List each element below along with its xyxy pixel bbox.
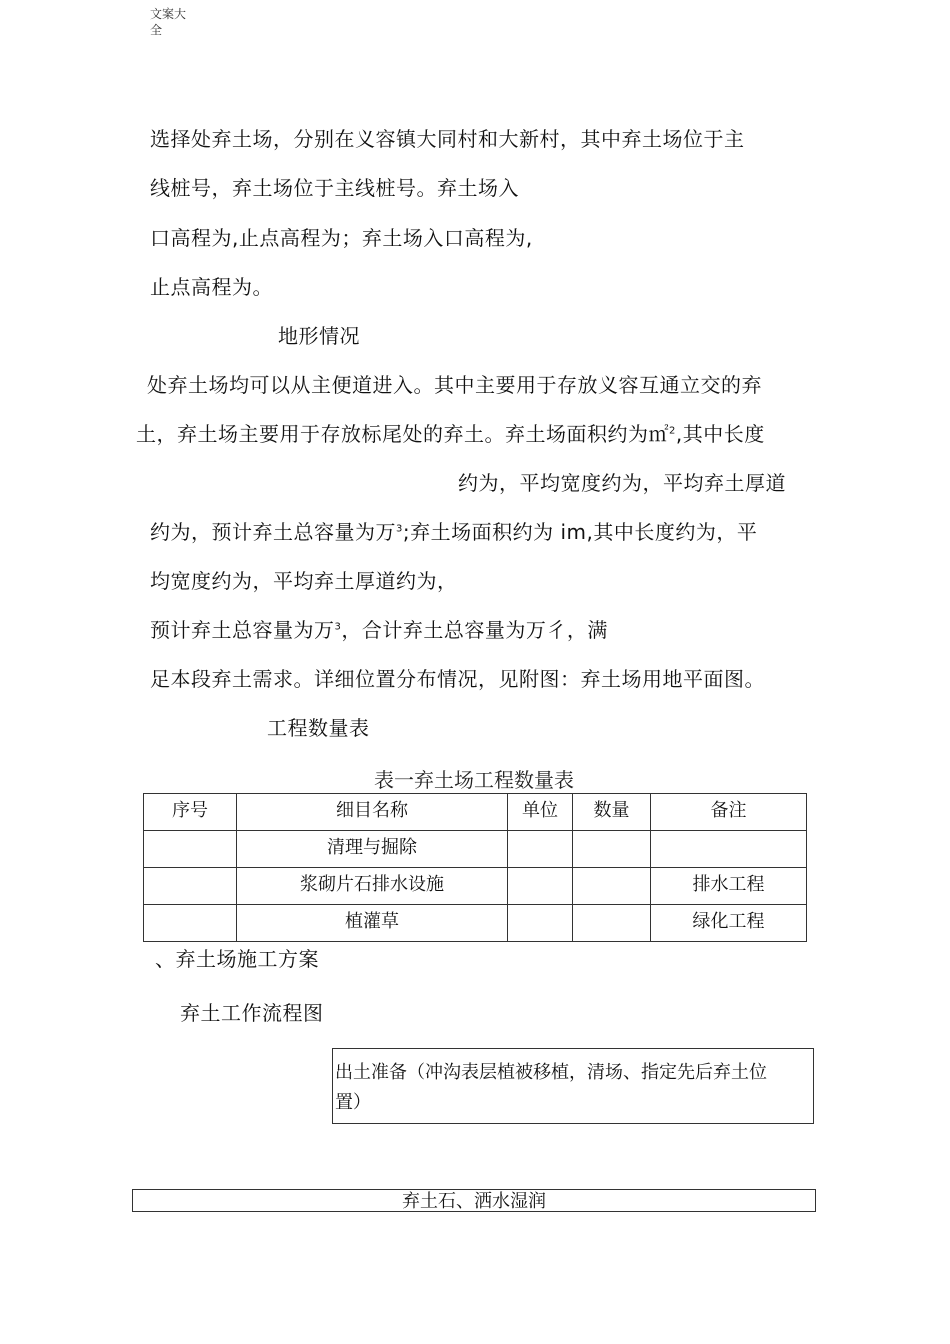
table-row <box>144 905 807 942</box>
flow-step-1-line-2: 置） <box>335 1092 371 1113</box>
para2-line-6b: ，合计弃土总容量为万彳，满 <box>341 618 608 642</box>
table-row <box>144 831 807 868</box>
para1-line-1: 选择处弃土场，分别在义容镇大同村和大新村，其中弃土场位于主 <box>150 127 745 151</box>
header-line-1: 文案大 <box>150 7 187 21</box>
table-cell: 浆砌片石排水设施 <box>237 868 508 905</box>
para2-line-2 <box>136 420 765 448</box>
heading-flowchart: 弃土工作流程图 <box>180 1001 324 1025</box>
heading-terrain: 地形情况 <box>278 324 360 348</box>
header-line-2: 全 <box>150 23 163 37</box>
para2-line-5: 均宽度约为，平均弃土厚道约为， <box>150 569 458 593</box>
para2-line-1: 处弃土场均可以从主便道进入。其中主要用于存放义容互通立交的弃 <box>147 373 762 397</box>
table-cell: 绿化工程 <box>651 905 807 942</box>
para2-line-2b: ,其中长度 <box>675 422 765 446</box>
para2-line-4a: 约为，预计弃土总容量为万 <box>150 520 396 544</box>
table-cell: 清理与掘除 <box>237 831 508 868</box>
col-header-item: 细目名称 <box>237 794 508 831</box>
table-row <box>144 868 807 905</box>
para1-line-3: 口高程为,止点高程为；弃土场入口高程为, <box>150 226 533 250</box>
col-header-unit: 单位 <box>508 794 573 831</box>
col-header-qty: 数量 <box>573 794 651 831</box>
table-cell <box>144 831 237 868</box>
table-cell <box>573 868 651 905</box>
superscript-2: 2 <box>669 425 676 437</box>
table-cell <box>573 831 651 868</box>
table-cell: 排水工程 <box>651 868 807 905</box>
para2-line-3: 约为，平均宽度约为，平均弃土厚道 <box>458 471 786 495</box>
table-cell <box>144 905 237 942</box>
para2-line-7: 足本段弃土需求。详细位置分布情况，见附图：弃土场用地平面图。 <box>150 667 765 691</box>
para2-line-4b: ;弃土场面积约为 im,其中长度约为，平 <box>402 520 758 544</box>
col-header-remark: 备注 <box>651 794 807 831</box>
para2-line-6a: 预计弃土总容量为万 <box>150 618 335 642</box>
para2-line-4 <box>150 518 757 546</box>
table-cell <box>508 905 573 942</box>
flow-step-2: 弃土石、洒水湿润 <box>132 1189 816 1212</box>
col-header-index: 序号 <box>144 794 237 831</box>
superscript-3a: 3 <box>396 523 403 535</box>
table-cell <box>573 905 651 942</box>
para2-line-6 <box>150 616 608 644</box>
flow-step-1-line-1: 出土准备（冲沟表层植被移植，清场、指定先后弃土位 <box>335 1062 767 1083</box>
quantity-table <box>143 793 807 942</box>
table-cell <box>144 868 237 905</box>
table-cell: 植灌草 <box>237 905 508 942</box>
heading-quantity: 工程数量表 <box>267 716 370 740</box>
table-cell <box>508 831 573 868</box>
para2-line-2a: 土，弃土场主要用于存放标尾处的弃土。弃土场面积约为㎡ <box>136 422 669 446</box>
table-cell <box>508 868 573 905</box>
table-caption: 表一弃土场工程数量表 <box>374 768 574 792</box>
superscript-3b: 3 <box>334 621 342 633</box>
section-construction-plan: 、弃土场施工方案 <box>155 947 319 971</box>
flow-step-1 <box>332 1048 814 1124</box>
para1-line-2: 线桩号，弃土场位于主线桩号。弃土场入 <box>150 176 519 200</box>
table-header-row <box>144 794 807 831</box>
para1-line-4: 止点高程为。 <box>150 275 273 299</box>
page-header <box>150 6 198 38</box>
table-cell <box>651 831 807 868</box>
